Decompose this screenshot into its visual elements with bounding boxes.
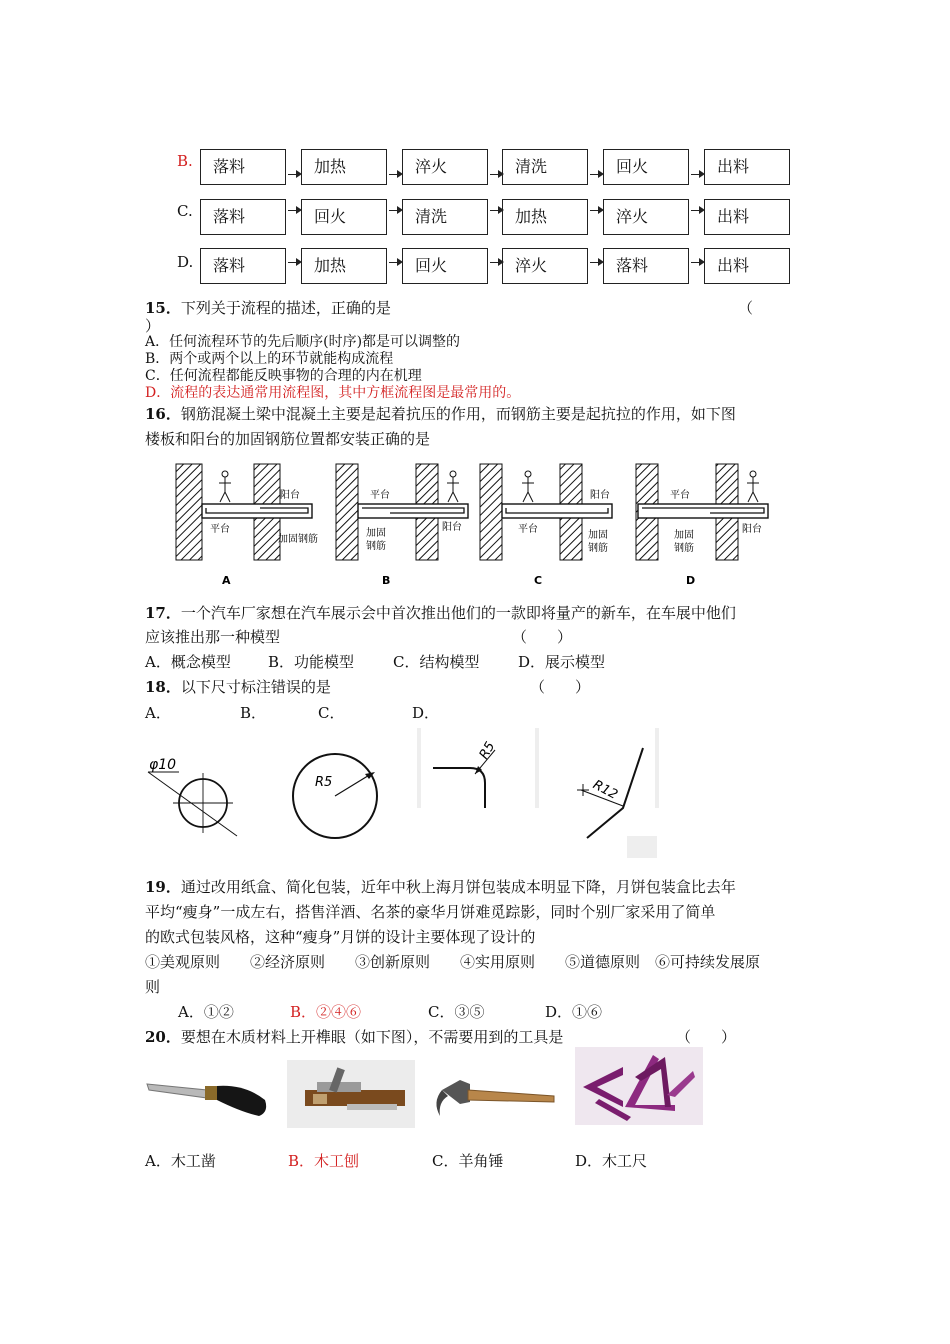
figure-d-label: D	[686, 574, 696, 587]
question-text: 以下尺寸标注错误的是	[180, 678, 331, 696]
dim-phi10: φ10	[149, 757, 177, 773]
q15-option-b: B．两个或两个以上的环节就能构成流程	[145, 351, 394, 367]
figure-a-label: A	[222, 574, 231, 587]
yangtai-label: 阳台	[742, 524, 762, 535]
q17-option-a: A．概念模型	[145, 653, 231, 671]
pingtai-label: 平台	[518, 524, 538, 535]
dim-r12: R12	[590, 777, 620, 803]
flow-arrow	[590, 174, 602, 175]
q14-option-d-label: D.	[177, 253, 194, 271]
question-number: 15．	[145, 299, 181, 317]
q20-option-d: D．木工尺	[575, 1152, 648, 1170]
dim-r5-corner: R5	[476, 739, 499, 762]
flow-box: 落料	[603, 248, 689, 284]
flow-box: 加热	[502, 199, 588, 235]
flow-arrow	[490, 262, 502, 263]
flow-arrow	[691, 174, 703, 175]
question-text: 一个汽车厂家想在汽车展示会中首次推出他们的一款即将量产的新车，在车展中他们	[180, 604, 736, 622]
flow-arrow	[691, 262, 703, 263]
question-text: 下列关于流程的描述，正确的是	[180, 299, 391, 317]
q17-stem-line2: 应该推出那一种模型	[145, 628, 281, 646]
flow-arrow	[590, 210, 602, 211]
answer-paren: （ ）	[676, 1028, 737, 1046]
figure-a	[148, 757, 237, 836]
answer-paren-open: （	[738, 299, 754, 317]
flow-box: 淬火	[402, 149, 488, 185]
flow-box: 出料	[704, 248, 790, 284]
q19-principles-end: 则	[145, 978, 161, 996]
q20-option-c: C．羊角锤	[432, 1152, 504, 1170]
q17-stem-line1	[145, 603, 736, 623]
q18-option-b: B．	[240, 704, 267, 722]
q19-option-b: B．②④⑥	[290, 1003, 362, 1021]
flow-box: 落料	[200, 149, 286, 185]
question-number: 17．	[145, 604, 181, 622]
flow-arrow	[288, 210, 300, 211]
figure-b	[336, 464, 468, 587]
gangjin-label: 钢筋	[366, 541, 386, 552]
figure-d	[577, 728, 659, 858]
gangjin-label: 钢筋	[674, 543, 694, 554]
plane-image	[287, 1060, 415, 1128]
q19-option-d: D．①⑥	[545, 1003, 603, 1021]
q20-option-b: B．木工刨	[288, 1152, 360, 1170]
flow-box: 清洗	[402, 199, 488, 235]
jiagu-label: 加固	[588, 530, 608, 541]
flow-box: 加热	[301, 248, 387, 284]
q19-option-c: C．③⑤	[428, 1003, 485, 1021]
flow-box: 回火	[402, 248, 488, 284]
q18-dimension-figures	[145, 728, 685, 858]
flow-box: 淬火	[603, 199, 689, 235]
q16-beam-figures	[170, 460, 780, 588]
q19-principles: ①美观原则 ②经济原则 ③创新原则 ④实用原则 ⑤道德原则 ⑥可持续发展原	[145, 953, 761, 971]
q16-stem-line2: 楼板和阳台的加固钢筋位置都安装正确的是	[145, 430, 431, 448]
square-ruler-image	[575, 1047, 703, 1125]
question-number: 16．	[145, 405, 181, 423]
q15-option-c: C．任何流程都能反映事物的合理的内在机理	[145, 368, 422, 384]
flow-box: 淬火	[502, 248, 588, 284]
flow-box: 回火	[603, 149, 689, 185]
flow-arrow	[288, 262, 300, 263]
q20-stem	[145, 1027, 563, 1047]
flow-arrow	[288, 174, 300, 175]
q14-option-b-label: B.	[177, 152, 193, 170]
flow-box: 落料	[200, 248, 286, 284]
jiagu-label: 加固钢筋	[278, 534, 318, 545]
flow-arrow	[389, 262, 401, 263]
q18-option-d: D．	[412, 704, 440, 722]
q15-stem	[145, 298, 391, 318]
question-text: 要想在木质材料上开榫眼（如下图），不需要用到的工具是	[180, 1028, 564, 1046]
chisel-image	[145, 1060, 270, 1130]
answer-paren: （ ）	[512, 628, 573, 646]
flow-arrow	[490, 210, 502, 211]
question-number: 18．	[145, 678, 181, 696]
q17-option-c: C．结构模型	[393, 653, 480, 671]
jiagu-label: 加固	[674, 530, 694, 541]
pingtai-label: 平台	[370, 490, 390, 501]
answer-paren-close: ）	[145, 317, 161, 335]
q19-stem-line3: 的欧式包装风格，这种“瘦身”月饼的设计主要体现了设计的	[145, 928, 536, 946]
q18-stem	[145, 677, 331, 697]
q14-option-c-label: C.	[177, 202, 193, 220]
flow-arrow	[490, 174, 502, 175]
q17-option-d: D．展示模型	[518, 653, 606, 671]
question-number: 20．	[145, 1028, 181, 1046]
figure-b-label: B	[382, 574, 391, 587]
q15-option-d: D．流程的表达通常用流程图，其中方框流程图是最常用的。	[145, 385, 521, 401]
answer-paren: （ ）	[530, 678, 591, 696]
flow-arrow	[590, 262, 602, 263]
figure-c-label: C	[534, 574, 543, 587]
q15-option-a: A．任何流程环节的先后顺序(时序)都是可以调整的	[145, 334, 461, 350]
flow-box: 落料	[200, 199, 286, 235]
q20-option-a: A．木工凿	[145, 1152, 216, 1170]
flow-box: 回火	[301, 199, 387, 235]
flow-box: 清洗	[502, 149, 588, 185]
flow-box: 加热	[301, 149, 387, 185]
q18-option-a: A．	[145, 704, 171, 722]
yangtai-label: 阳台	[280, 490, 300, 501]
pingtai-label: 平台	[670, 490, 690, 501]
figure-d	[636, 464, 768, 587]
hammer-image	[430, 1062, 558, 1124]
figure-c	[417, 728, 539, 808]
flow-box: 出料	[704, 199, 790, 235]
q17-option-b: B．功能模型	[268, 653, 355, 671]
flow-arrow	[389, 174, 401, 175]
q19-stem-line2: 平均“瘦身”一成左右，搭售洋酒、名茶的豪华月饼难觅踪影，同时个别厂家采用了简单	[145, 903, 716, 921]
jiagu-label: 加固	[366, 528, 386, 539]
question-text: 通过改用纸盒、简化包装，近年中秋上海月饼包装成本明显下降，月饼包装盒比去年	[180, 878, 736, 896]
dim-r5: R5	[315, 775, 333, 790]
flow-arrow	[691, 210, 703, 211]
pingtai-label: 平台	[210, 524, 230, 535]
gangjin-label: 钢筋	[588, 543, 608, 554]
figure-a	[176, 464, 318, 587]
figure-b	[293, 754, 377, 838]
q16-stem-line1	[145, 404, 736, 424]
yangtai-label: 阳台	[442, 522, 462, 533]
yangtai-label: 阳台	[590, 490, 610, 501]
q19-option-a: A．①②	[178, 1003, 234, 1021]
flow-arrow	[389, 210, 401, 211]
question-text: 钢筋混凝土梁中混凝土主要是起着抗压的作用，而钢筋主要是起抗拉的作用，如下图	[180, 405, 736, 423]
q18-option-c: C．	[318, 704, 345, 722]
question-number: 19．	[145, 878, 181, 896]
flow-box: 出料	[704, 149, 790, 185]
q19-stem-line1	[145, 877, 736, 897]
figure-c	[480, 464, 612, 587]
